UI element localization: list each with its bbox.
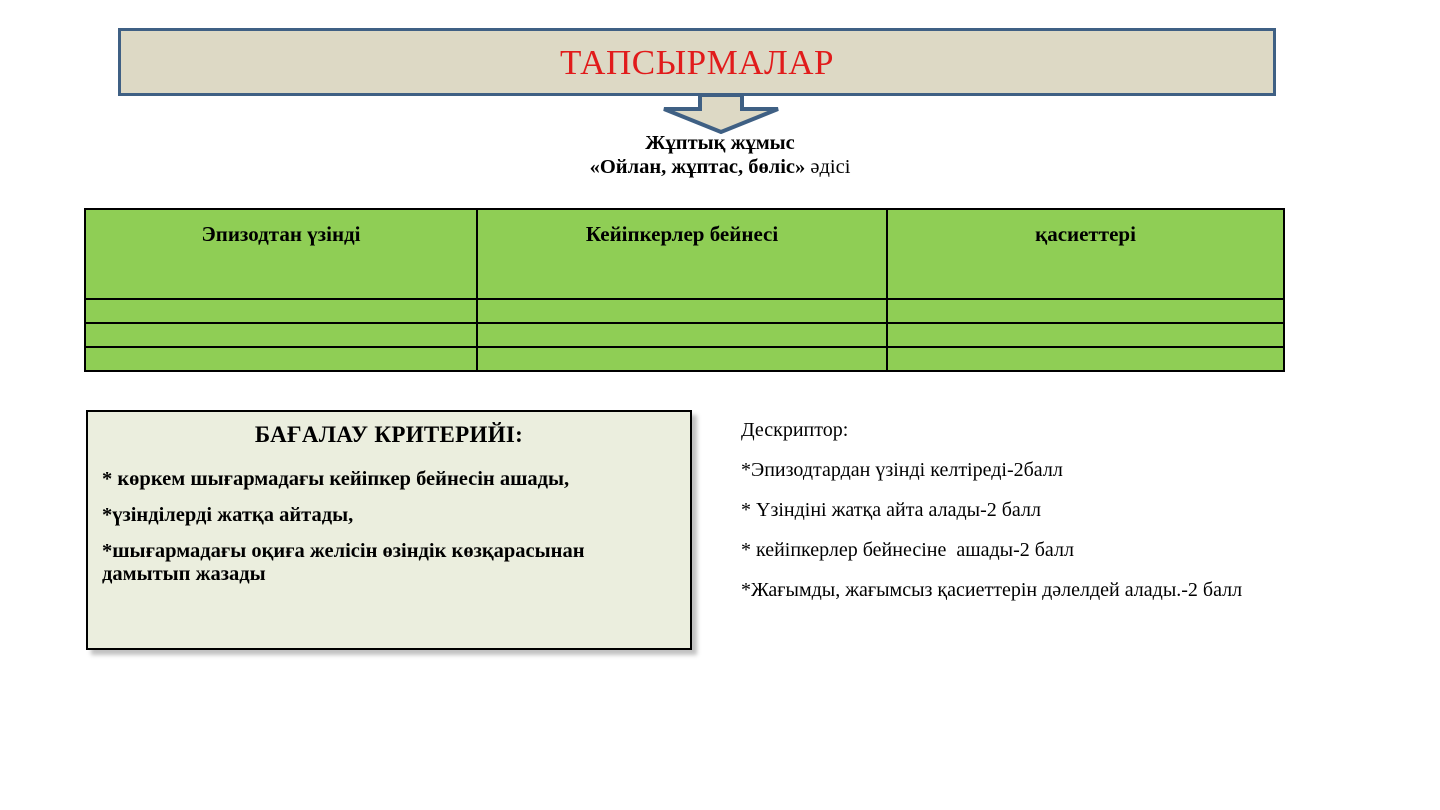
page-title: ТАПСЫРМАЛАР [560,42,834,82]
subtitle-block [0,131,1440,179]
table-cell[interactable] [887,299,1284,323]
arrow-down-icon [659,93,783,134]
criteria-item: *үзінділерді жатқа айтады, [102,504,354,527]
table-cell[interactable] [477,347,887,371]
criteria-item: *шығармадағы оқиға желісін өзіндік көзқарасынан дамытып жазады [102,540,585,586]
pair-work-label: Жұптық жұмыс [645,132,795,154]
assessment-criteria-box [86,410,692,650]
method-label [0,155,1440,179]
table-header-row [85,209,1284,299]
table-header-cell-character: Кейіпкерлер бейнесі [477,209,887,299]
table-row[interactable] [85,299,1284,323]
table-cell[interactable] [887,323,1284,347]
criteria-item: * көркем шығармадағы кейіпкер бейнесін ашады, [102,468,570,491]
table-cell[interactable] [85,299,477,323]
title-banner [118,28,1276,96]
method-name: «Ойлан, жұптас, бөліс» [589,156,806,179]
table-cell[interactable] [887,347,1284,371]
table-row[interactable] [85,347,1284,371]
criteria-title: БАҒАЛАУ КРИТЕРИЙІ: [254,422,524,447]
table-header-cell-episode: Эпизодтан үзінді [85,209,477,299]
table-cell[interactable] [477,323,887,347]
descriptor-block [741,418,1301,602]
table-row[interactable] [85,323,1284,347]
table-cell[interactable] [85,323,477,347]
table-cell[interactable] [85,347,477,371]
table-cell[interactable] [477,299,887,323]
descriptor-heading: Дескриптор: [741,419,849,441]
method-suffix: әдісі [805,156,851,179]
worksheet-table [84,208,1285,372]
descriptor-item: * кейіпкерлер бейнесіне ашады-2 балл [741,539,1074,561]
table-header-cell-traits: қасиеттері [887,209,1284,299]
descriptor-item: *Жағымды, жағымсыз қасиеттерін дәлелдей алады.-2 балл [741,579,1243,601]
descriptor-item: *Эпизодтардан үзінді келтіреді-2балл [741,459,1063,481]
descriptor-item: * Үзіндіні жатқа айта алады-2 балл [741,499,1041,521]
